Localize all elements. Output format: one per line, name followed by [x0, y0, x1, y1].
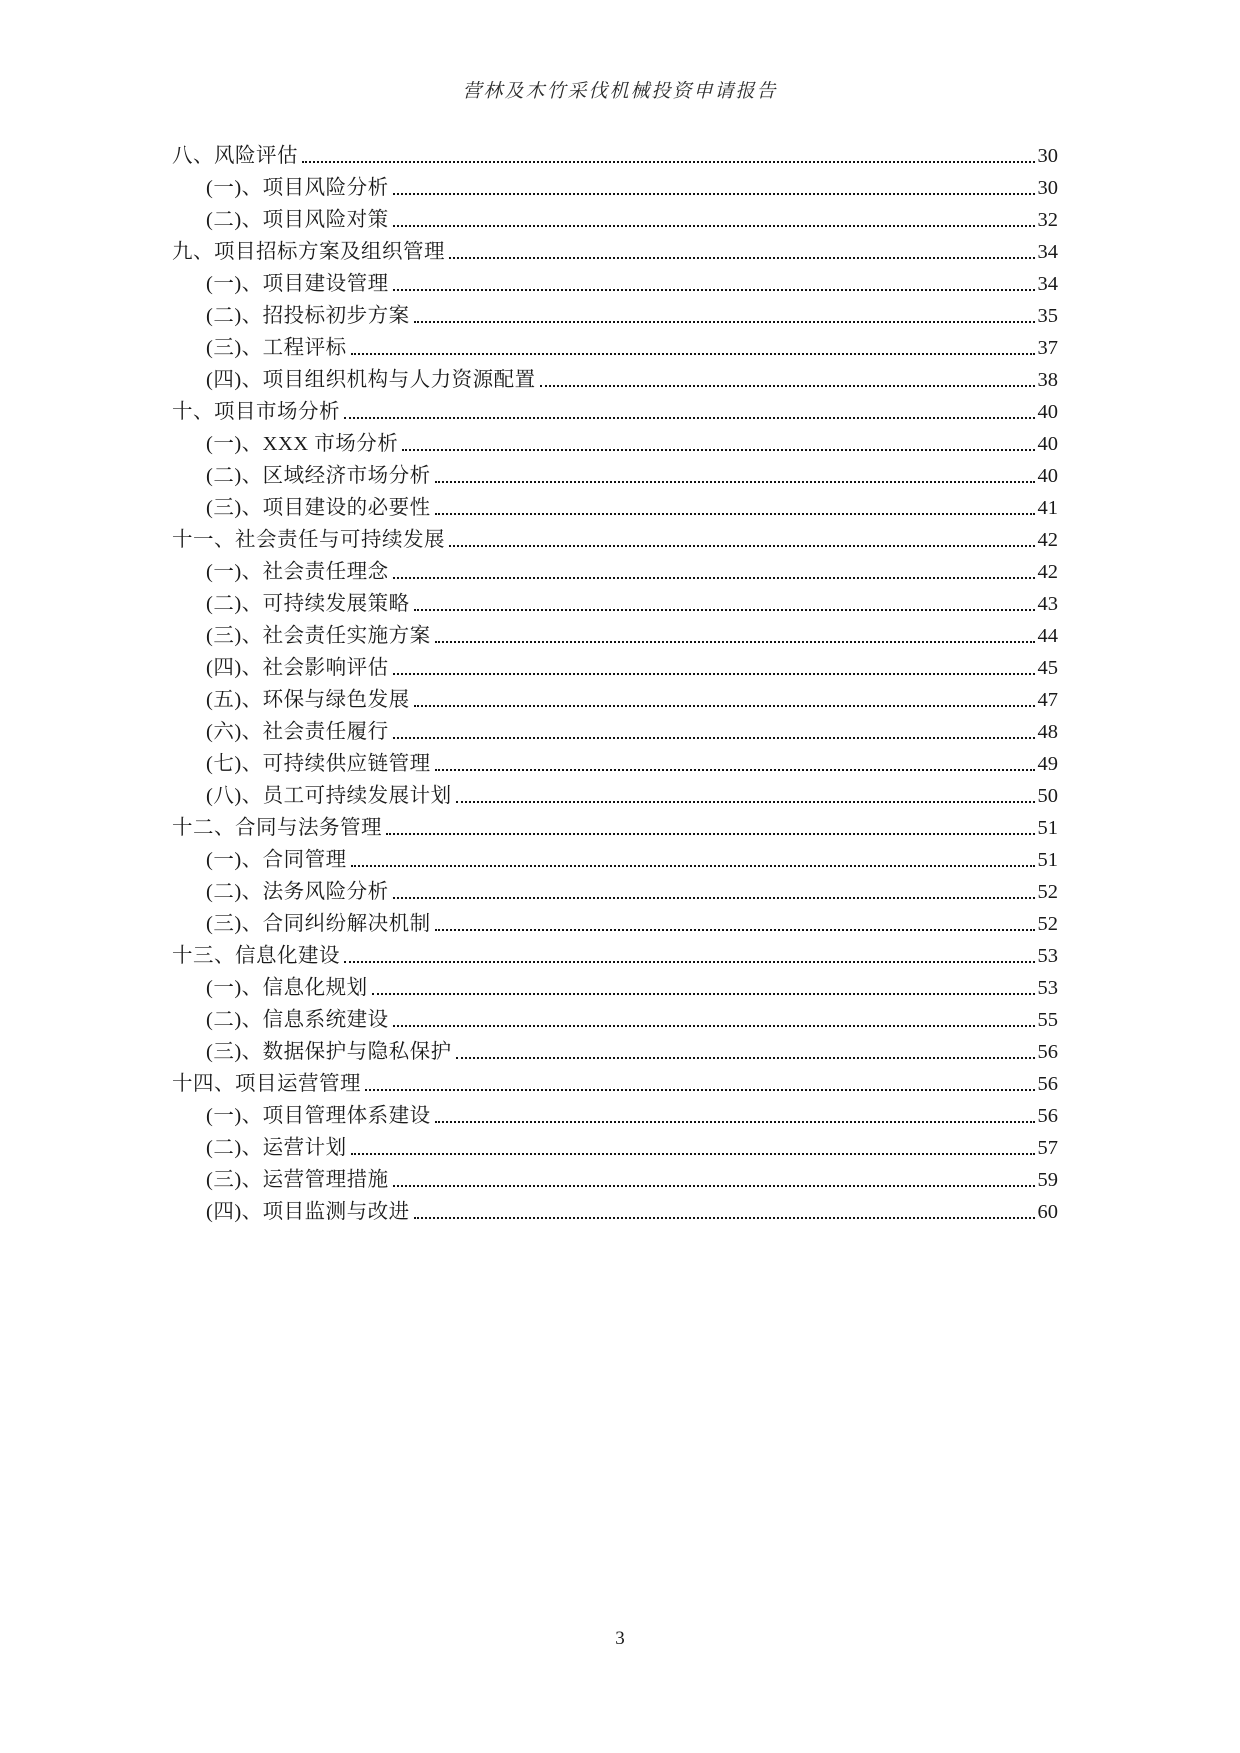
toc-entry[interactable] [172, 1036, 1058, 1068]
toc-entry-page-number: 52 [1037, 881, 1058, 903]
toc-entry-label: (五)、环保与绿色发展 [206, 689, 410, 711]
toc-entry[interactable] [172, 460, 1058, 492]
toc-entry-label: (六)、社会责任履行 [206, 721, 389, 743]
document-header-title: 营林及木竹采伐机械投资申请报告 [462, 81, 778, 102]
toc-entry[interactable] [172, 492, 1058, 524]
toc-entry[interactable] [172, 1164, 1058, 1196]
toc-entry[interactable] [172, 268, 1058, 300]
toc-entry-label: (二)、运营计划 [206, 1137, 347, 1159]
toc-entry[interactable] [172, 684, 1058, 716]
toc-entry[interactable] [172, 844, 1058, 876]
dotted-leader [386, 833, 1035, 835]
toc-entry[interactable] [172, 1068, 1058, 1100]
toc-entry-label: (三)、合同纠纷解决机制 [206, 913, 431, 935]
dotted-leader [365, 1089, 1035, 1091]
toc-entry[interactable] [172, 1196, 1058, 1228]
toc-entry-page-number: 40 [1037, 433, 1058, 455]
toc-entry[interactable] [172, 620, 1058, 652]
toc-entry-label: (一)、项目风险分析 [206, 177, 389, 199]
toc-entry-label: (一)、项目管理体系建设 [206, 1105, 431, 1127]
toc-entry-page-number: 51 [1037, 817, 1058, 839]
toc-entry[interactable] [172, 332, 1058, 364]
toc-entry[interactable] [172, 780, 1058, 812]
toc-entry-label: (一)、合同管理 [206, 849, 347, 871]
toc-entry[interactable] [172, 716, 1058, 748]
dotted-leader [456, 801, 1035, 803]
dotted-leader [414, 1217, 1035, 1219]
dotted-leader [449, 545, 1035, 547]
toc-entry[interactable] [172, 140, 1058, 172]
toc-entry-page-number: 35 [1037, 305, 1058, 327]
toc-entry-label: (三)、数据保护与隐私保护 [206, 1041, 452, 1063]
dotted-leader [414, 609, 1035, 611]
dotted-leader [435, 481, 1035, 483]
toc-entry-label: (八)、员工可持续发展计划 [206, 785, 452, 807]
dotted-leader [393, 225, 1035, 227]
toc-entry-label: 八、风险评估 [172, 145, 298, 167]
toc-entry[interactable] [172, 1100, 1058, 1132]
dotted-leader [344, 961, 1035, 963]
toc-entry[interactable] [172, 396, 1058, 428]
toc-entry-label: 十二、合同与法务管理 [172, 817, 382, 839]
toc-list [172, 140, 1058, 1228]
dotted-leader [351, 353, 1035, 355]
toc-entry-page-number: 41 [1037, 497, 1058, 519]
toc-entry-label: (一)、项目建设管理 [206, 273, 389, 295]
dotted-leader [435, 1121, 1035, 1123]
dotted-leader [456, 1057, 1035, 1059]
toc-entry-page-number: 44 [1037, 625, 1058, 647]
toc-entry[interactable] [172, 972, 1058, 1004]
toc-entry-page-number: 53 [1037, 945, 1058, 967]
toc-entry[interactable] [172, 524, 1058, 556]
toc-entry-label: (四)、项目组织机构与人力资源配置 [206, 369, 536, 391]
toc-entry-page-number: 38 [1037, 369, 1058, 391]
toc-entry[interactable] [172, 1132, 1058, 1164]
toc-entry-label: (七)、可持续供应链管理 [206, 753, 431, 775]
toc-entry-label: (三)、工程评标 [206, 337, 347, 359]
toc-entry-label: 九、项目招标方案及组织管理 [172, 241, 445, 263]
dotted-leader [414, 705, 1035, 707]
dotted-leader [393, 577, 1035, 579]
toc-entry-page-number: 30 [1037, 177, 1058, 199]
toc-entry-page-number: 48 [1037, 721, 1058, 743]
toc-entry-label: (四)、项目监测与改进 [206, 1201, 410, 1223]
toc-entry-label: 十一、社会责任与可持续发展 [172, 529, 445, 551]
dotted-leader [435, 929, 1035, 931]
toc-entry[interactable] [172, 236, 1058, 268]
toc-entry-page-number: 56 [1037, 1105, 1058, 1127]
toc-entry[interactable] [172, 172, 1058, 204]
toc-entry-page-number: 53 [1037, 977, 1058, 999]
toc-entry-label: (二)、招投标初步方案 [206, 305, 410, 327]
dotted-leader [351, 1153, 1035, 1155]
dotted-leader [372, 993, 1035, 995]
toc-entry-page-number: 55 [1037, 1009, 1058, 1031]
dotted-leader [344, 417, 1035, 419]
dotted-leader [402, 449, 1034, 451]
toc-entry[interactable] [172, 908, 1058, 940]
toc-entry-page-number: 45 [1037, 657, 1058, 679]
toc-entry[interactable] [172, 556, 1058, 588]
toc-entry-label: 十三、信息化建设 [172, 945, 340, 967]
toc-entry-page-number: 37 [1037, 337, 1058, 359]
dotted-leader [435, 513, 1035, 515]
toc-entry-page-number: 43 [1037, 593, 1058, 615]
dotted-leader [393, 1185, 1035, 1187]
dotted-leader [393, 737, 1035, 739]
dotted-leader [540, 385, 1035, 387]
dotted-leader [393, 193, 1035, 195]
toc-entry-label: (一)、XXX 市场分析 [206, 433, 399, 455]
dotted-leader [393, 1025, 1035, 1027]
dotted-leader [449, 257, 1035, 259]
dotted-leader [393, 673, 1035, 675]
toc-entry-page-number: 60 [1037, 1201, 1058, 1223]
toc-entry-label: (二)、可持续发展策略 [206, 593, 410, 615]
toc-entry-page-number: 40 [1037, 465, 1058, 487]
toc-entry-page-number: 34 [1037, 241, 1058, 263]
toc-entry[interactable] [172, 940, 1058, 972]
toc-entry-page-number: 34 [1037, 273, 1058, 295]
toc-entry-page-number: 52 [1037, 913, 1058, 935]
toc-entry-page-number: 57 [1037, 1137, 1058, 1159]
toc-entry-page-number: 30 [1037, 145, 1058, 167]
footer-page-number: 3 [615, 1628, 625, 1649]
toc-entry-label: 十四、项目运营管理 [172, 1073, 361, 1095]
dotted-leader [351, 865, 1035, 867]
toc-entry-page-number: 56 [1037, 1041, 1058, 1063]
dotted-leader [393, 289, 1035, 291]
toc-entry-label: (二)、区域经济市场分析 [206, 465, 431, 487]
toc-entry-label: (三)、社会责任实施方案 [206, 625, 431, 647]
toc-entry[interactable] [172, 1004, 1058, 1036]
toc-entry[interactable] [172, 428, 1058, 460]
toc-entry-label: (二)、法务风险分析 [206, 881, 389, 903]
toc-entry[interactable] [172, 204, 1058, 236]
toc-entry-page-number: 32 [1037, 209, 1058, 231]
toc-entry-page-number: 56 [1037, 1073, 1058, 1095]
toc-entry[interactable] [172, 300, 1058, 332]
toc-entry-label: (三)、项目建设的必要性 [206, 497, 431, 519]
toc-entry[interactable] [172, 876, 1058, 908]
toc-entry-label: 十、项目市场分析 [172, 401, 340, 423]
toc-entry-page-number: 42 [1037, 561, 1058, 583]
toc-entry[interactable] [172, 812, 1058, 844]
toc-entry-page-number: 47 [1037, 689, 1058, 711]
toc-entry-page-number: 49 [1037, 753, 1058, 775]
toc-entry-label: (二)、项目风险对策 [206, 209, 389, 231]
toc-entry-page-number: 50 [1037, 785, 1058, 807]
dotted-leader [435, 641, 1035, 643]
toc-entry-label: (二)、信息系统建设 [206, 1009, 389, 1031]
toc-entry[interactable] [172, 588, 1058, 620]
toc-entry-label: (一)、社会责任理念 [206, 561, 389, 583]
toc-entry[interactable] [172, 748, 1058, 780]
dotted-leader [435, 769, 1035, 771]
toc-entry-label: (三)、运营管理措施 [206, 1169, 389, 1191]
dotted-leader [302, 161, 1035, 163]
dotted-leader [414, 321, 1035, 323]
toc-entry-page-number: 51 [1037, 849, 1058, 871]
toc-entry-page-number: 40 [1037, 401, 1058, 423]
dotted-leader [393, 897, 1035, 899]
toc-entry-label: (一)、信息化规划 [206, 977, 368, 999]
toc-entry-page-number: 42 [1037, 529, 1058, 551]
toc-entry-page-number: 59 [1037, 1169, 1058, 1191]
toc-entry[interactable] [172, 652, 1058, 684]
toc-entry[interactable] [172, 364, 1058, 396]
toc-entry-label: (四)、社会影响评估 [206, 657, 389, 679]
